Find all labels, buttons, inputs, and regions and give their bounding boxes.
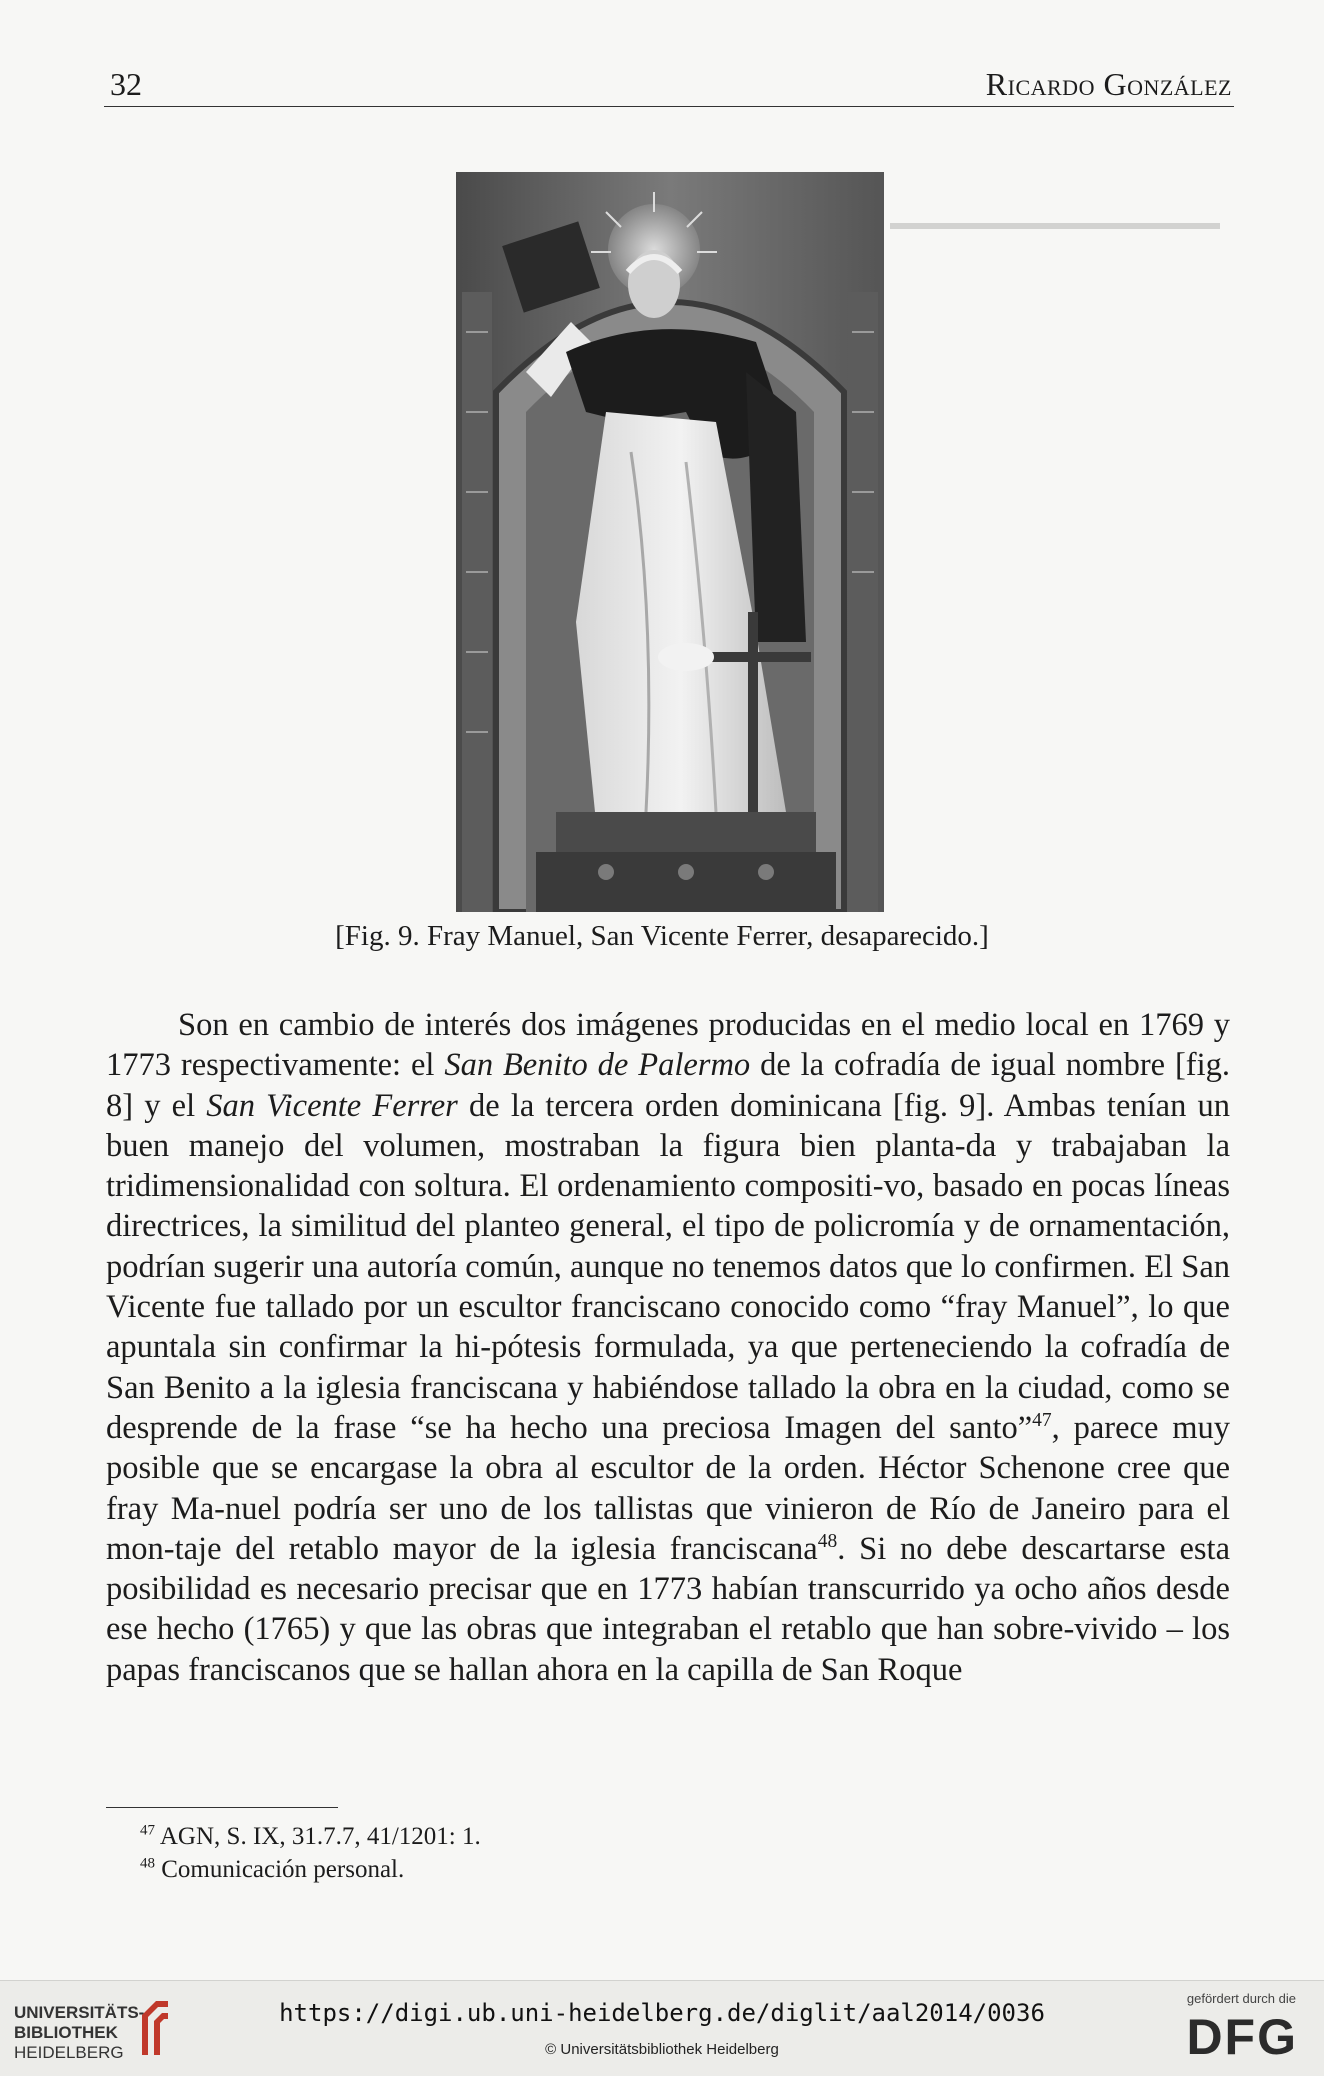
page-number: 32 bbox=[110, 66, 142, 102]
italic-title: San Benito de Palermo bbox=[444, 1047, 751, 1084]
footnote-number: 48 bbox=[140, 1855, 155, 1872]
footnote-text: Comunicación personal. bbox=[161, 1856, 405, 1883]
figure-photo bbox=[456, 172, 884, 912]
statue-photo bbox=[456, 172, 884, 912]
bleed-through-text bbox=[890, 178, 1250, 918]
figure-caption: [Fig. 9. Fray Manuel, San Vicente Ferrer, desaparecido.] bbox=[335, 920, 989, 952]
footnote-47 bbox=[140, 1820, 481, 1853]
footnote-number: 47 bbox=[140, 1822, 155, 1839]
running-head: Ricardo González bbox=[985, 66, 1232, 102]
footnote-reference: 48 bbox=[817, 1531, 838, 1553]
funding-note: gefördert durch die bbox=[1186, 1991, 1296, 2006]
copyright-notice: © Universitätsbibliothek Heidelberg bbox=[545, 2041, 779, 2058]
digitization-footer bbox=[0, 1980, 1324, 2076]
library-name-line3: HEIDELBERG bbox=[14, 2043, 124, 2062]
footnote-rule bbox=[106, 1807, 338, 1808]
footnote-48 bbox=[140, 1853, 481, 1886]
italic-title: San Vicente Ferrer bbox=[206, 1087, 458, 1124]
text-run: , parece muy posible que se encargase la obra al escultor de la orden. Héctor Schenone cree que fray Ma-nuel podría ser uno de los tallistas que vinieron de Río de Janeiro para el mon-taje del retablo mayor de la iglesia franciscana bbox=[106, 1409, 1230, 1567]
document-url-link[interactable]: https://digi.ub.uni-heidelberg.de/diglit/aal2014/0036 bbox=[279, 1999, 1045, 2027]
text-run: de la tercera orden dominicana [fig. 9]. Ambas tenían un buen manejo del volumen, mostraban la figura bien planta-da y trabajaban la tridimensionalidad con soltura. El ordenamiento compositi-vo, basado en pocas líneas directrices, la similitud del planteo general, el tipo de policromía y de ornamentación, podrían sugerir una autoría común, aunque no tenemos datos que lo confirmen. El San Vicente fue tallado por un escultor franciscano conocido como “fray Manuel”, lo que apuntala sin confirmar la hi-pótesis formulada, ya que perteneciendo la cofradía de San Benito a la iglesia franciscana y habiéndose tallado la obra en la ciudad, como se desprende de la frase “se ha hecho una preciosa Imagen del santo” bbox=[106, 1087, 1230, 1446]
footnotes bbox=[140, 1820, 481, 1886]
text-run: . Si no debe descartarse esta posibilidad es necesario precisar que en 1773 habían transcurrido ya ocho años desde ese hecho (1765) y que las obras que integraban el retablo que han sobre-vivido – los papas franciscanos que se hallan ahora en la capilla de San Roque bbox=[106, 1530, 1231, 1688]
library-name-line1: UNIVERSITÄTS- bbox=[14, 2003, 145, 2022]
dfg-logo: DFG bbox=[1186, 2009, 1298, 2065]
body-text bbox=[106, 1005, 1230, 1690]
body-paragraph bbox=[106, 1005, 1230, 1690]
footnote-text: AGN, S. IX, 31.7.7, 41/1201: 1. bbox=[159, 1823, 481, 1850]
footnote-reference: 47 bbox=[1032, 1410, 1052, 1432]
text-run: Son en cambio de interés dos imágenes producidas en el medio local en 1769 y 1773 respectivamente: el bbox=[106, 1007, 1230, 1084]
text-run: de la cofradía de igual nombre [fig. 8] y el bbox=[106, 1047, 1231, 1124]
header-rule bbox=[104, 106, 1234, 107]
library-name-line2: BIBLIOTHEK bbox=[14, 2023, 118, 2042]
